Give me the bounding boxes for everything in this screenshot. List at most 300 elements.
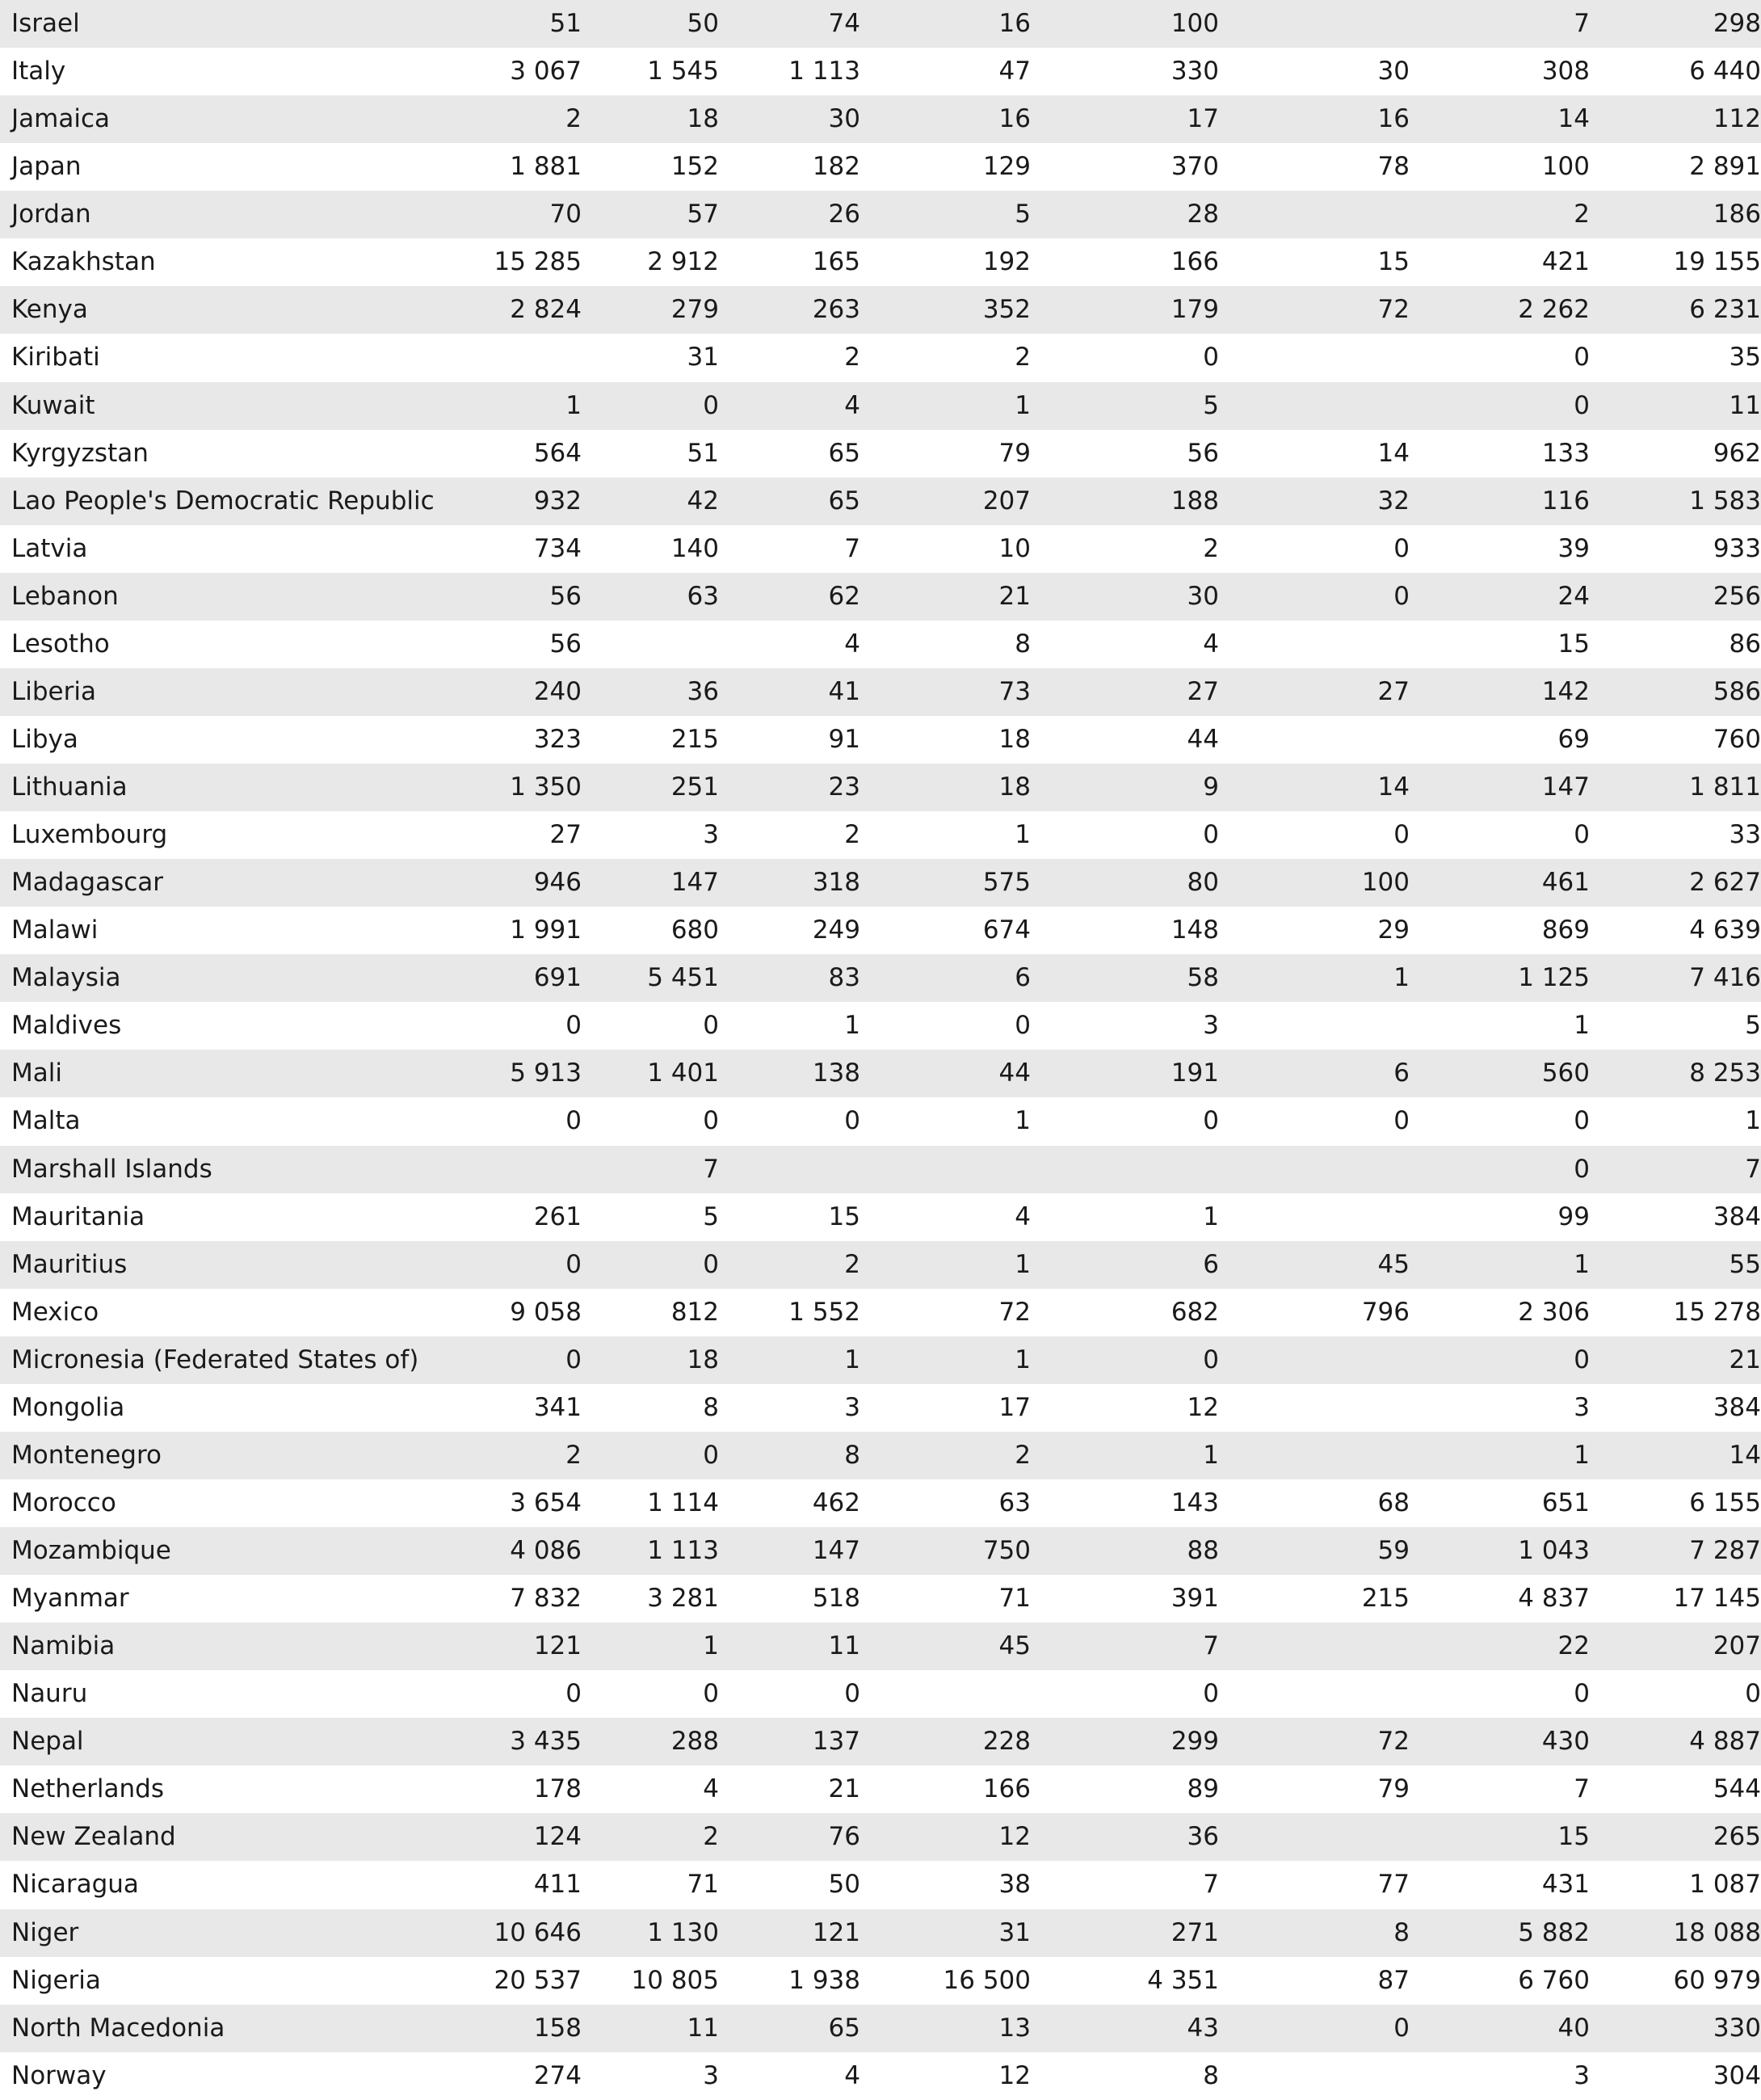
value-cell: 215 [1219, 1575, 1410, 1622]
value-cell: 51 [582, 430, 719, 478]
value-cell: 21 [860, 573, 1031, 621]
value-cell: 0 [582, 1670, 719, 1718]
value-cell: 261 [473, 1193, 582, 1241]
value-cell: 1 125 [1410, 954, 1590, 1002]
value-cell: 15 285 [473, 238, 582, 286]
value-cell: 18 [860, 764, 1031, 811]
value-cell: 18 [860, 716, 1031, 764]
value-cell: 1 [719, 1336, 860, 1384]
value-cell: 72 [1219, 286, 1410, 334]
value-cell: 15 [1219, 238, 1410, 286]
value-cell: 100 [1410, 143, 1590, 191]
value-cell: 1 811 [1590, 764, 1761, 811]
value-cell: 65 [719, 430, 860, 478]
value-cell: 147 [719, 1527, 860, 1575]
value-cell: 352 [860, 286, 1031, 334]
value-cell: 207 [860, 478, 1031, 525]
value-cell: 143 [1031, 1479, 1219, 1527]
value-cell: 1 [860, 1241, 1031, 1289]
value-cell: 30 [1219, 48, 1410, 95]
table-row [0, 48, 1761, 95]
table-row [0, 191, 1761, 238]
value-cell: 6 155 [1590, 1479, 1761, 1527]
value-cell: 1 552 [719, 1289, 860, 1336]
value-cell: 7 [1410, 1765, 1590, 1813]
value-cell: 16 500 [860, 1957, 1031, 2005]
value-cell: 2 [860, 1432, 1031, 1479]
value-cell: 0 [1410, 382, 1590, 430]
value-cell: 0 [473, 1670, 582, 1718]
country-cell: Malaysia [0, 954, 473, 1002]
value-cell: 100 [1219, 859, 1410, 907]
value-cell: 0 [1031, 1670, 1219, 1718]
value-cell: 1 881 [473, 143, 582, 191]
value-cell [1219, 191, 1410, 238]
value-cell: 58 [1031, 954, 1219, 1002]
value-cell: 1 [1219, 954, 1410, 1002]
value-cell: 1 [860, 382, 1031, 430]
value-cell: 60 979 [1590, 1957, 1761, 2005]
value-cell: 5 913 [473, 1050, 582, 1097]
value-cell: 192 [860, 238, 1031, 286]
value-cell: 69 [1410, 716, 1590, 764]
value-cell: 178 [473, 1765, 582, 1813]
value-cell: 3 [1031, 1002, 1219, 1050]
value-cell: 4 [860, 1193, 1031, 1241]
value-cell: 166 [1031, 238, 1219, 286]
table-row [0, 1193, 1761, 1241]
value-cell: 27 [1031, 668, 1219, 716]
value-cell [473, 334, 582, 381]
value-cell: 1 401 [582, 1050, 719, 1097]
value-cell: 0 [1410, 1336, 1590, 1384]
value-cell: 0 [1219, 2005, 1410, 2052]
value-cell: 215 [582, 716, 719, 764]
value-cell: 51 [473, 0, 582, 48]
table-row [0, 954, 1761, 1002]
country-cell: Nigeria [0, 1957, 473, 2005]
value-cell: 91 [719, 716, 860, 764]
value-cell: 256 [1590, 573, 1761, 621]
value-cell: 152 [582, 143, 719, 191]
value-cell: 45 [1219, 1241, 1410, 1289]
value-cell: 431 [1410, 1861, 1590, 1909]
value-cell: 391 [1031, 1575, 1219, 1622]
country-cell: Lebanon [0, 573, 473, 621]
value-cell: 43 [1031, 2005, 1219, 2052]
value-cell: 12 [1031, 1384, 1219, 1432]
value-cell: 36 [1031, 1813, 1219, 1861]
value-cell: 59 [1219, 1527, 1410, 1575]
value-cell: 1 545 [582, 48, 719, 95]
table-row [0, 907, 1761, 954]
country-cell: Liberia [0, 668, 473, 716]
value-cell: 166 [860, 1765, 1031, 1813]
country-cell: Madagascar [0, 859, 473, 907]
value-cell: 39 [1410, 525, 1590, 573]
value-cell [1219, 1193, 1410, 1241]
value-cell: 14 [1219, 430, 1410, 478]
value-cell: 2 891 [1590, 143, 1761, 191]
value-cell: 7 416 [1590, 954, 1761, 1002]
value-cell: 1 130 [582, 1909, 719, 1957]
value-cell [582, 621, 719, 668]
table-row [0, 859, 1761, 907]
value-cell: 251 [582, 764, 719, 811]
value-cell: 1 991 [473, 907, 582, 954]
table-row [0, 1097, 1761, 1145]
value-cell: 0 [1410, 1146, 1590, 1193]
value-cell: 12 [860, 1813, 1031, 1861]
value-cell: 2 [1031, 525, 1219, 573]
value-cell: 55 [1590, 1241, 1761, 1289]
table-row [0, 1336, 1761, 1384]
value-cell: 24 [1410, 573, 1590, 621]
value-cell: 11 [582, 2005, 719, 2052]
value-cell: 56 [473, 621, 582, 668]
value-cell: 7 [582, 1146, 719, 1193]
table-row [0, 95, 1761, 143]
value-cell: 8 [719, 1432, 860, 1479]
value-cell: 65 [719, 478, 860, 525]
value-cell: 933 [1590, 525, 1761, 573]
value-cell: 1 113 [719, 48, 860, 95]
value-cell: 0 [1219, 573, 1410, 621]
value-cell: 288 [582, 1718, 719, 1765]
value-cell: 89 [1031, 1765, 1219, 1813]
table-row [0, 1146, 1761, 1193]
value-cell: 0 [582, 1097, 719, 1145]
value-cell [1219, 1670, 1410, 1718]
table-row [0, 1575, 1761, 1622]
table-row [0, 525, 1761, 573]
table-row [0, 1384, 1761, 1432]
value-cell: 14 [1590, 1432, 1761, 1479]
value-cell: 298 [1590, 0, 1761, 48]
country-cell: Mauritius [0, 1241, 473, 1289]
value-cell: 10 646 [473, 1909, 582, 1957]
value-cell: 45 [860, 1622, 1031, 1670]
value-cell: 0 [473, 1336, 582, 1384]
value-cell: 31 [860, 1909, 1031, 1957]
value-cell: 74 [719, 0, 860, 48]
value-cell: 7 [1410, 0, 1590, 48]
value-cell: 1 [719, 1002, 860, 1050]
value-cell [1219, 1813, 1410, 1861]
value-cell: 1 [582, 1622, 719, 1670]
value-cell: 62 [719, 573, 860, 621]
value-cell: 3 654 [473, 1479, 582, 1527]
value-cell: 5 [582, 1193, 719, 1241]
value-cell: 2 [582, 1813, 719, 1861]
country-cell: Namibia [0, 1622, 473, 1670]
value-cell: 30 [1031, 573, 1219, 621]
value-cell: 7 287 [1590, 1527, 1761, 1575]
value-cell: 651 [1410, 1479, 1590, 1527]
country-cell: Jamaica [0, 95, 473, 143]
value-cell: 0 [582, 1432, 719, 1479]
value-cell: 5 451 [582, 954, 719, 1002]
value-cell: 430 [1410, 1718, 1590, 1765]
value-cell: 2 262 [1410, 286, 1590, 334]
value-cell: 40 [1410, 2005, 1590, 2052]
country-cell: Kenya [0, 286, 473, 334]
value-cell: 147 [582, 859, 719, 907]
value-cell: 65 [719, 2005, 860, 2052]
value-cell: 1 [473, 382, 582, 430]
country-cell: Japan [0, 143, 473, 191]
table-row [0, 2052, 1761, 2100]
value-cell: 0 [582, 382, 719, 430]
value-cell: 518 [719, 1575, 860, 1622]
value-cell: 0 [1031, 811, 1219, 859]
value-cell: 4 639 [1590, 907, 1761, 954]
value-cell: 0 [1410, 334, 1590, 381]
value-cell: 29 [1219, 907, 1410, 954]
value-cell: 384 [1590, 1193, 1761, 1241]
value-cell: 869 [1410, 907, 1590, 954]
value-cell: 1 [860, 1336, 1031, 1384]
value-cell: 946 [473, 859, 582, 907]
value-cell: 6 440 [1590, 48, 1761, 95]
value-cell: 7 [1590, 1146, 1761, 1193]
value-cell: 323 [473, 716, 582, 764]
value-cell: 1 583 [1590, 478, 1761, 525]
value-cell [1219, 2052, 1410, 2100]
value-cell: 20 537 [473, 1957, 582, 2005]
value-cell: 27 [473, 811, 582, 859]
value-cell: 812 [582, 1289, 719, 1336]
country-cell: Kazakhstan [0, 238, 473, 286]
value-cell: 38 [860, 1861, 1031, 1909]
value-cell: 796 [1219, 1289, 1410, 1336]
table-row [0, 1527, 1761, 1575]
table-row [0, 573, 1761, 621]
value-cell: 129 [860, 143, 1031, 191]
value-cell: 7 [1031, 1861, 1219, 1909]
value-cell: 13 [860, 2005, 1031, 2052]
value-cell: 1 [1031, 1193, 1219, 1241]
country-cell: Luxembourg [0, 811, 473, 859]
value-cell: 271 [1031, 1909, 1219, 1957]
value-cell: 4 086 [473, 1527, 582, 1575]
value-cell: 4 351 [1031, 1957, 1219, 2005]
country-cell: Mali [0, 1050, 473, 1097]
value-cell [860, 1146, 1031, 1193]
value-cell: 27 [1219, 668, 1410, 716]
value-cell: 6 231 [1590, 286, 1761, 334]
value-cell: 421 [1410, 238, 1590, 286]
value-cell: 10 805 [582, 1957, 719, 2005]
country-cell: Mauritania [0, 1193, 473, 1241]
value-cell: 32 [1219, 478, 1410, 525]
value-cell: 9 058 [473, 1289, 582, 1336]
value-cell [473, 1146, 582, 1193]
value-cell [1219, 1002, 1410, 1050]
value-cell: 2 [473, 1432, 582, 1479]
value-cell [1219, 1336, 1410, 1384]
value-cell: 63 [582, 573, 719, 621]
value-cell: 3 [719, 1384, 860, 1432]
value-cell: 544 [1590, 1765, 1761, 1813]
value-cell: 63 [860, 1479, 1031, 1527]
value-cell: 279 [582, 286, 719, 334]
value-cell: 1 [860, 1097, 1031, 1145]
value-cell: 18 [582, 95, 719, 143]
value-cell: 14 [1219, 764, 1410, 811]
value-cell: 299 [1031, 1718, 1219, 1765]
value-cell: 35 [1590, 334, 1761, 381]
value-cell: 6 [860, 954, 1031, 1002]
country-cell: Italy [0, 48, 473, 95]
value-cell: 71 [582, 1861, 719, 1909]
country-cell: Maldives [0, 1002, 473, 1050]
value-cell: 112 [1590, 95, 1761, 143]
value-cell: 87 [1219, 1957, 1410, 2005]
value-cell: 7 832 [473, 1575, 582, 1622]
value-cell: 3 435 [473, 1718, 582, 1765]
value-cell: 68 [1219, 1479, 1410, 1527]
value-cell [1031, 1146, 1219, 1193]
value-cell: 1 [1410, 1002, 1590, 1050]
value-cell: 4 [719, 2052, 860, 2100]
country-cell: Latvia [0, 525, 473, 573]
value-cell: 2 [1410, 191, 1590, 238]
value-cell: 179 [1031, 286, 1219, 334]
value-cell: 462 [719, 1479, 860, 1527]
country-cell: New Zealand [0, 1813, 473, 1861]
value-cell: 14 [1410, 95, 1590, 143]
value-cell: 7 [719, 525, 860, 573]
value-cell: 23 [719, 764, 860, 811]
value-cell: 15 [1410, 1813, 1590, 1861]
value-cell: 3 281 [582, 1575, 719, 1622]
value-cell: 4 [582, 1765, 719, 1813]
value-cell: 228 [860, 1718, 1031, 1765]
value-cell: 8 [1031, 2052, 1219, 2100]
value-cell: 138 [719, 1050, 860, 1097]
value-cell: 8 [1219, 1909, 1410, 1957]
table-row [0, 1622, 1761, 1670]
table-row [0, 2005, 1761, 2052]
table-row [0, 430, 1761, 478]
value-cell: 116 [1410, 478, 1590, 525]
value-cell: 0 [473, 1241, 582, 1289]
table-row [0, 811, 1761, 859]
value-cell: 274 [473, 2052, 582, 2100]
country-cell: North Macedonia [0, 2005, 473, 2052]
table-row [0, 716, 1761, 764]
value-cell: 17 145 [1590, 1575, 1761, 1622]
value-cell: 304 [1590, 2052, 1761, 2100]
value-cell: 2 [473, 95, 582, 143]
value-cell: 1 938 [719, 1957, 860, 2005]
value-cell: 71 [860, 1575, 1031, 1622]
value-cell: 962 [1590, 430, 1761, 478]
country-cell: Marshall Islands [0, 1146, 473, 1193]
value-cell [1219, 1432, 1410, 1479]
value-cell: 0 [1031, 334, 1219, 381]
value-cell: 83 [719, 954, 860, 1002]
value-cell: 0 [719, 1097, 860, 1145]
value-cell: 8 [582, 1384, 719, 1432]
value-cell: 1 [1410, 1241, 1590, 1289]
value-cell: 100 [1031, 0, 1219, 48]
table-row [0, 334, 1761, 381]
value-cell: 0 [1219, 525, 1410, 573]
value-cell: 41 [719, 668, 860, 716]
value-cell: 6 [1219, 1050, 1410, 1097]
value-cell: 26 [719, 191, 860, 238]
value-cell: 11 [1590, 382, 1761, 430]
country-cell: Jordan [0, 191, 473, 238]
value-cell: 0 [473, 1002, 582, 1050]
table-row [0, 1050, 1761, 1097]
value-cell: 330 [1031, 48, 1219, 95]
country-cell: Israel [0, 0, 473, 48]
table-row [0, 1813, 1761, 1861]
value-cell: 6 [1031, 1241, 1219, 1289]
value-cell: 12 [860, 2052, 1031, 2100]
value-cell: 384 [1590, 1384, 1761, 1432]
value-cell: 21 [1590, 1336, 1761, 1384]
value-cell: 99 [1410, 1193, 1590, 1241]
value-cell: 341 [473, 1384, 582, 1432]
country-cell: Mozambique [0, 1527, 473, 1575]
value-cell: 2 824 [473, 286, 582, 334]
value-cell [1219, 1146, 1410, 1193]
value-cell: 1 114 [582, 1479, 719, 1527]
country-cell: Myanmar [0, 1575, 473, 1622]
value-cell: 78 [1219, 143, 1410, 191]
value-cell: 147 [1410, 764, 1590, 811]
value-cell: 1 350 [473, 764, 582, 811]
value-cell: 28 [1031, 191, 1219, 238]
value-cell: 734 [473, 525, 582, 573]
value-cell: 2 [860, 334, 1031, 381]
country-cell: Mongolia [0, 1384, 473, 1432]
value-cell: 3 [582, 811, 719, 859]
value-cell: 16 [860, 0, 1031, 48]
value-cell: 370 [1031, 143, 1219, 191]
value-cell: 4 [719, 621, 860, 668]
value-cell: 188 [1031, 478, 1219, 525]
value-cell: 3 067 [473, 48, 582, 95]
value-cell: 2 627 [1590, 859, 1761, 907]
table-row [0, 0, 1761, 48]
value-cell: 5 882 [1410, 1909, 1590, 1957]
table-row [0, 382, 1761, 430]
country-cell: Kyrgyzstan [0, 430, 473, 478]
value-cell: 140 [582, 525, 719, 573]
country-cell: Lesotho [0, 621, 473, 668]
value-cell: 121 [473, 1622, 582, 1670]
value-cell: 72 [860, 1289, 1031, 1336]
value-cell: 0 [1031, 1336, 1219, 1384]
value-cell: 5 [860, 191, 1031, 238]
value-cell: 1 [1031, 1432, 1219, 1479]
value-cell: 70 [473, 191, 582, 238]
value-cell: 148 [1031, 907, 1219, 954]
value-cell: 0 [719, 1670, 860, 1718]
value-cell [1219, 0, 1410, 48]
value-cell: 8 253 [1590, 1050, 1761, 1097]
country-cell: Malta [0, 1097, 473, 1145]
country-cell: Montenegro [0, 1432, 473, 1479]
value-cell: 50 [719, 1861, 860, 1909]
value-cell: 0 [1031, 1097, 1219, 1145]
value-cell: 5 [1590, 1002, 1761, 1050]
